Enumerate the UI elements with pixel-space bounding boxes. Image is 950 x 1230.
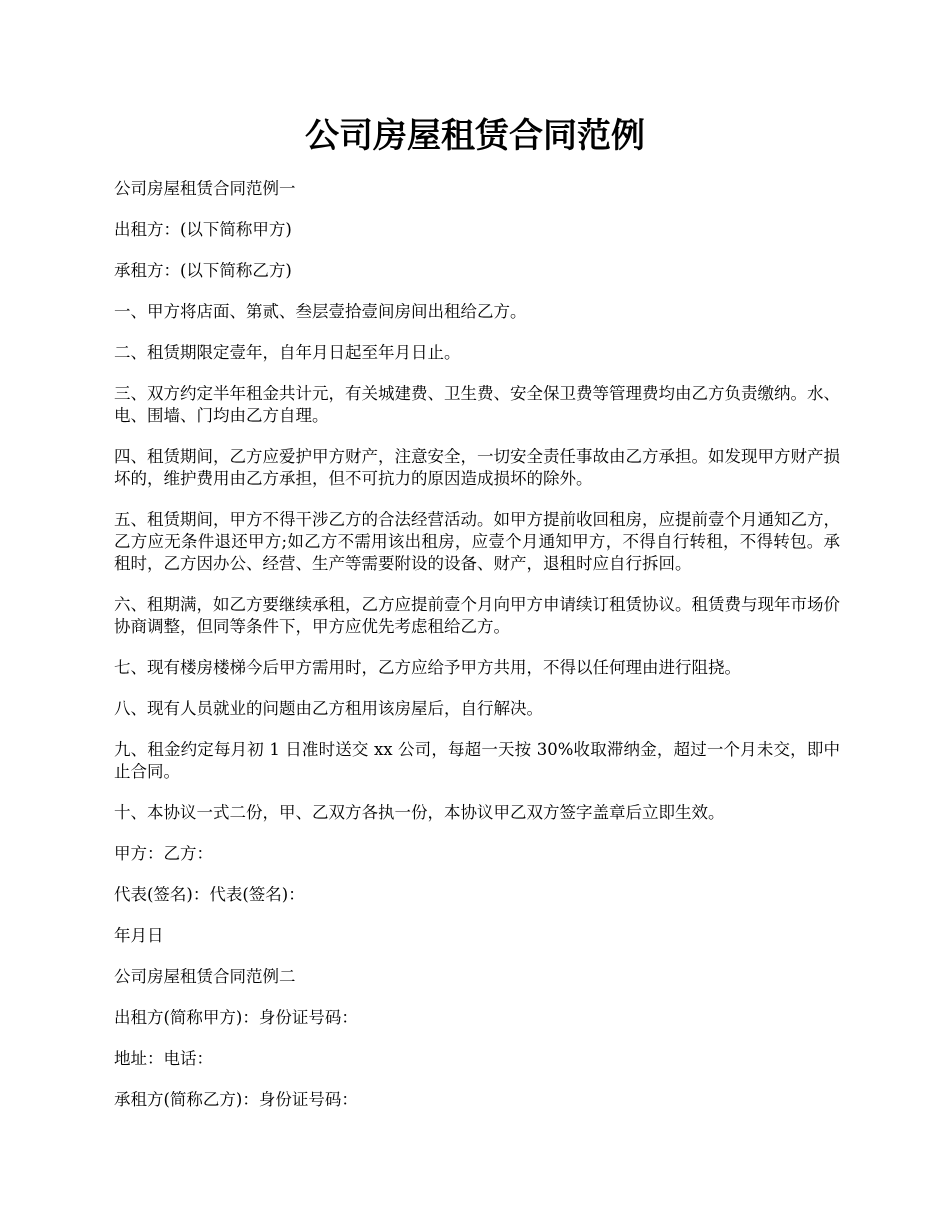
paragraph: 地址：电话：	[114, 1049, 213, 1068]
paragraph: 代表(签名)：代表(签名)：	[114, 885, 305, 904]
paragraph: 承租方：(以下简称乙方)	[114, 261, 292, 280]
paragraph: 公司房屋租赁合同范例一	[114, 179, 296, 198]
paragraph: 九、租金约定每月初 1 日准时送交 xx 公司，每超一天按 30%收取滞纳金，超过一个月未交，即中止合同。	[114, 740, 840, 781]
paragraph: 年月日	[114, 926, 164, 945]
paragraph: 甲方：乙方：	[114, 844, 213, 863]
paragraph: 一、甲方将店面、第贰、叁层壹拾壹间房间出租给乙方。	[114, 302, 527, 321]
document-title: 公司房屋租赁合同范例	[305, 116, 645, 156]
paragraph: 三、双方约定半年租金共计元，有关城建费、卫生费、安全保卫费等管理费均由乙方负责缴纳。水、电、围墙、门均由乙方自理。	[114, 384, 840, 425]
paragraph: 十、本协议一式二份，甲、乙双方各执一份，本协议甲乙双方签字盖章后立即生效。	[114, 803, 725, 822]
paragraph: 公司房屋租赁合同范例二	[114, 967, 296, 986]
paragraph: 五、租赁期间，甲方不得干涉乙方的合法经营活动。如甲方提前收回租房，应提前壹个月通知乙方，乙方应无条件退还甲方;如乙方不需用该出租房，应壹个月通知甲方，不得自行转租，不得转包。承租时，乙方因办公、经营、生产等需要附设的设备、财产，退租时应自行拆回。	[114, 510, 840, 573]
document-body	[114, 178, 840, 1130]
paragraph: 承租方(简称乙方)：身份证号码：	[114, 1090, 358, 1109]
paragraph: 四、租赁期间，乙方应爱护甲方财产，注意安全，一切安全责任事故由乙方承担。如发现甲方财产损坏的，维护费用由乙方承担，但不可抗力的原因造成损坏的除外。	[114, 447, 840, 488]
paragraph: 八、现有人员就业的问题由乙方租用该房屋后，自行解决。	[114, 699, 543, 718]
paragraph: 二、租赁期限定壹年，自年月日起至年月日止。	[114, 343, 461, 362]
paragraph: 出租方：(以下简称甲方)	[114, 220, 292, 239]
paragraph: 七、现有楼房楼梯今后甲方需用时，乙方应给予甲方共用，不得以任何理由进行阻挠。	[114, 658, 741, 677]
paragraph: 出租方(简称甲方)：身份证号码：	[114, 1008, 358, 1027]
paragraph: 六、租期满，如乙方要继续承租，乙方应提前壹个月向甲方申请续订租赁协议。租赁费与现年市场价协商调整，但同等条件下，甲方应优先考虑租给乙方。	[114, 595, 840, 636]
